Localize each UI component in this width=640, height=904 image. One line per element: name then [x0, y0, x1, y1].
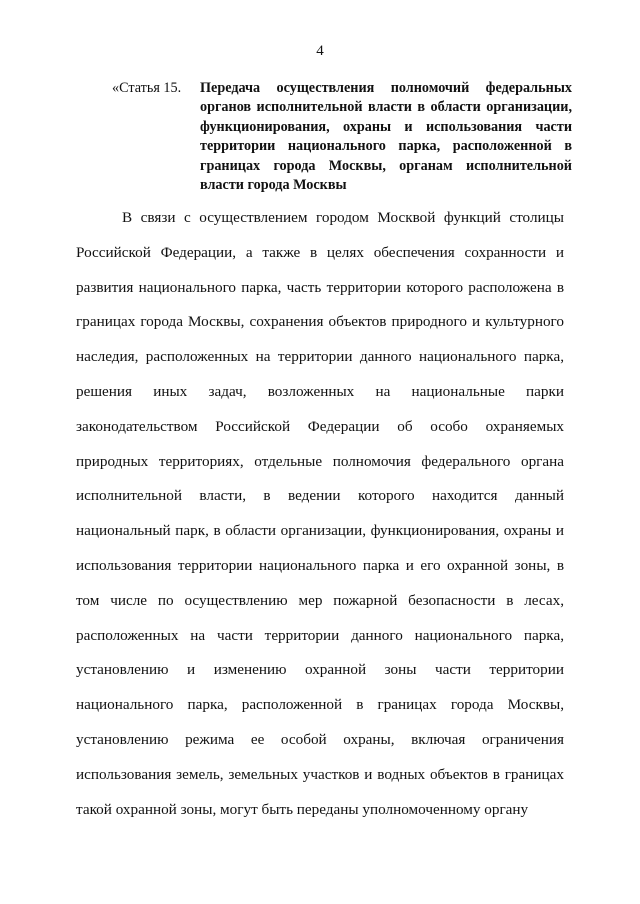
article-title: Передача осуществления полномочий федеральных органов исполнительной власти в области организации, функционирования, охраны и использования части территории национального парка, расположенной в границах города Москвы, органам исполнительной власти города Москвы [200, 80, 572, 194]
page-number: 4 [316, 43, 324, 59]
article-body-paragraph: В связи с осуществлением городом Москвой функций столицы Российской Федерации, а также в целях обеспечения сохранности и развития национального парка, часть территории которого расположена в границах города Москвы, сохранения объектов природного и культурного наследия, расположенных на территории данного национального парка, решения иных задач, возложенных на национальные парки законодательством Российской Федерации об особо охраняемых природных территориях, отдельные полномочия федерального органа исполнительной власти, в ведении которого находится данный национальный парк, в области организации, функционирования, охраны и использования территории национального парка и его охранной зоны, в том числе по осуществлению мер пожарной безопасности в лесах, расположенных на части территории данного национального парка, установлению и изменению охранной зоны части территории национального парка, расположенной в границах города Москвы, установлению режима ее особой охраны, включая ограничения использования земель, земельных участков и водных объектов в границах такой охранной зоны, могут быть переданы уполномоченному органу [76, 209, 564, 818]
article-label: «Статья 15. [112, 80, 182, 96]
